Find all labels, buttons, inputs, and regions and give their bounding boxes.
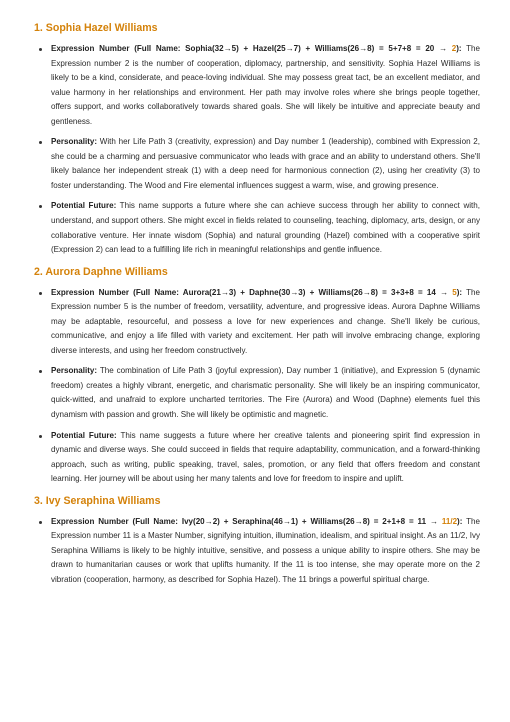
future-label: Potential Future:	[51, 201, 117, 211]
section-heading: 1. Sophia Hazel Williams	[34, 22, 158, 34]
future-text: This name suggests a future where her creative talents and pioneering spirit find expression in dynamic and diverse ways. She could succeed in fields that require adaptability, communication, and a forward-thinking approach, such as writing, public speaking, travel, sales, promotion, or any field that offers freedom and constant learning. Her journey will be about using her many talents and love for freedom to inspire and uplift.	[51, 430, 480, 484]
bullet-list	[34, 515, 480, 588]
expression-number: 2	[451, 44, 457, 53]
expression-number: 11/2	[441, 516, 458, 526]
section-sophia	[34, 22, 480, 258]
list-item-expression	[34, 515, 480, 588]
expression-label-end: ):	[456, 287, 463, 297]
expression-label: Expression Number (Full Name: Ivy(20→2) + Seraphina(46→1) + Williams(26→8) = 2+1+8 = 11 →	[51, 516, 442, 526]
expression-text: The Expression number 2 is the number of cooperation, diplomacy, partnership, and sensitivity. Sophia Hazel Williams is likely to be a kind, considerate, and peace-loving individual. She may possess great tact, be an excellent mediator, and value harmony in her relationships and environment. Her path may involve roles where she brings people together, offers support, and works collaboratively towards shared goals. She will likely be intuitive and appreciate beauty and gentleness.	[51, 44, 480, 126]
personality-label: Personality:	[51, 366, 98, 376]
bullet-list	[34, 286, 480, 487]
list-item-expression	[34, 42, 480, 129]
expression-text: The Expression number 5 is the number of freedom, versatility, adventure, and progressive ideas. Aurora Daphne Williams may be adaptable, resourceful, and possess a love for new experiences and change. She'll likely be curious, communicative, and enjoy a life filled with variety and excitement. Her path will involve embracing change, exploring diverse interests, and using her freedom constructively.	[51, 287, 480, 355]
bullet-list	[34, 42, 480, 258]
personality-text: With her Life Path 3 (creativity, expression) and Day number 1 (leadership), combined with Expression 2, she could be a charming and persuasive communicator who leads with grace and an ability to understand others. She'll likely balance her independent streak (1) with a deep need for harmonious connection (2), using her creativity (3) to foster understanding. The Wood and Fire elemental influences suggest a warm, wise, and growing presence.	[51, 137, 480, 190]
list-item-personality	[34, 364, 480, 422]
expression-label-end: ):	[456, 44, 462, 53]
section-aurora	[34, 266, 480, 487]
future-text: This name supports a future where she can achieve success through her ability to connect with, understand, and support others. She might excel in fields related to counseling, teaching, diplomacy, arts, design, or any collaborative venture. Her innate wisdom (Sophia) and natural grounding (Hazel) combined with a cooperative spirit (Expression 2) can lead to a fulfilling life rich in meaningful relationships and gentle influence.	[51, 201, 480, 255]
list-item-expression	[34, 286, 480, 359]
section-heading: 3. Ivy Seraphina Williams	[34, 494, 161, 507]
section-ivy	[34, 495, 480, 588]
personality-text: The combination of Life Path 3 (joyful expression), Day number 1 (initiative), and Expression 5 (dynamic freedom) creates a highly vibrant, energetic, and charismatic personality. She will likely be an inspiring communicator, quick-witted, and unafraid to explore uncharted territories. The Fire (Aurora) and Wood (Daphne) elements fuel this dynamism with passion and growth. She will likely be optimistic and magnetic.	[51, 366, 480, 420]
personality-label: Personality:	[51, 137, 98, 147]
list-item-personality	[34, 135, 480, 193]
expression-label-end: ):	[457, 516, 463, 526]
future-label: Potential Future:	[51, 430, 117, 440]
list-item-future	[34, 429, 480, 487]
section-heading: 2. Aurora Daphne Williams	[34, 265, 168, 278]
list-item-future	[34, 199, 480, 257]
expression-number: 5	[452, 287, 457, 297]
expression-label: Expression Number (Full Name: Sophia(32→5) + Hazel(25→7) + Williams(26→8) = 5+7+8 = 20 →	[51, 44, 452, 53]
expression-label: Expression Number (Full Name: Aurora(21→3) + Daphne(30→3) + Williams(26→8) = 3+3+8 = 14 →	[51, 287, 453, 297]
expression-text: The Expression number 11 is a Master Number, signifying intuition, illumination, idealism, and spiritual insight. As an 11/2, Ivy Seraphina Williams is likely to be highly intuitive, sensitive, and possess a unique ability to inspire others. She may be drawn to humanitarian causes or work that uplifts humanity. If the 11 is too intense, she may operate more on the 2 vibration (cooperation, harmony, as described for Sophia Hazel). The 11 brings a powerful spiritual charge.	[51, 516, 480, 584]
